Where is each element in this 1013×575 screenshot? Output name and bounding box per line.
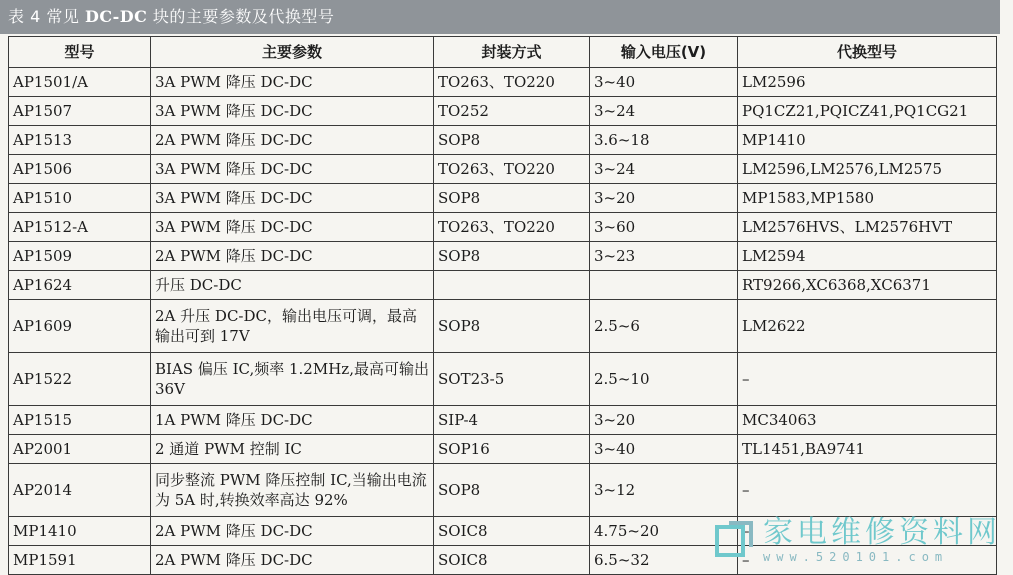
cell-replacement: MC34063: [738, 406, 997, 435]
caption-suffix: 块的主要参数及代换型号: [147, 7, 335, 26]
table-row: [9, 464, 997, 517]
parameter-table: [8, 36, 997, 575]
cell-replacement: LM2596,LM2576,LM2575: [738, 155, 997, 184]
cell-parameters: 2A PWM 降压 DC-DC: [151, 126, 434, 155]
cell-replacement: LM2622: [738, 300, 997, 353]
cell-replacement: LM2596: [738, 68, 997, 97]
cell-package: SOP8: [434, 300, 590, 353]
table-row: [9, 435, 997, 464]
table-row: [9, 353, 997, 406]
cell-model: AP1512-A: [9, 213, 151, 242]
cell-parameters: 3A PWM 降压 DC-DC: [151, 213, 434, 242]
watermark: [713, 516, 1001, 564]
table-row: [9, 271, 997, 300]
cell-package: SOP8: [434, 184, 590, 213]
header-row: [9, 37, 997, 68]
cell-parameters: 3A PWM 降压 DC-DC: [151, 97, 434, 126]
cell-input-voltage: 3~20: [590, 184, 738, 213]
cell-model: AP2014: [9, 464, 151, 517]
cell-input-voltage: 4.75~20: [590, 517, 738, 546]
cell-parameters: 2 通道 PWM 控制 IC: [151, 435, 434, 464]
cell-model: AP1510: [9, 184, 151, 213]
cell-model: AP1624: [9, 271, 151, 300]
cell-input-voltage: 3~20: [590, 406, 738, 435]
cell-replacement: –: [738, 546, 997, 575]
cell-model: AP1609: [9, 300, 151, 353]
cell-package: SOP8: [434, 126, 590, 155]
cell-input-voltage: 2.5~10: [590, 353, 738, 406]
cell-parameters: 2A PWM 降压 DC-DC: [151, 242, 434, 271]
table-row: [9, 242, 997, 271]
cell-model: AP1509: [9, 242, 151, 271]
table-row: [9, 300, 997, 353]
cell-model: AP1506: [9, 155, 151, 184]
caption-prefix: 表 4 常见: [8, 7, 85, 26]
cell-input-voltage: 3~12: [590, 464, 738, 517]
cell-input-voltage: [590, 271, 738, 300]
header-input-voltage: 输入电压(V): [590, 37, 738, 68]
cell-package: SOP8: [434, 242, 590, 271]
table-caption: [0, 0, 1000, 34]
cell-package: TO263、TO220: [434, 68, 590, 97]
cell-model: AP1507: [9, 97, 151, 126]
cell-package: TO263、TO220: [434, 213, 590, 242]
table-row: [9, 155, 997, 184]
cell-replacement: LM2576HVS、LM2576HVT: [738, 213, 997, 242]
cell-parameters: 3A PWM 降压 DC-DC: [151, 155, 434, 184]
watermark-url: www.520101.com: [763, 550, 949, 564]
header-package: 封装方式: [434, 37, 590, 68]
cell-input-voltage: 3~40: [590, 68, 738, 97]
cell-input-voltage: 3~60: [590, 213, 738, 242]
header-parameters: 主要参数: [151, 37, 434, 68]
cell-model: AP1501/A: [9, 68, 151, 97]
cell-input-voltage: 2.5~6: [590, 300, 738, 353]
cell-package: SOP8: [434, 464, 590, 517]
cell-parameters: 3A PWM 降压 DC-DC: [151, 184, 434, 213]
cell-replacement: MP1410: [738, 126, 997, 155]
cell-parameters: 2A 升压 DC-DC，输出电压可调，最高输出可到 17V: [151, 300, 434, 353]
cell-package: TO263、TO220: [434, 155, 590, 184]
cell-input-voltage: 3~24: [590, 97, 738, 126]
header-replacement: 代换型号: [738, 37, 997, 68]
cell-package: SIP-4: [434, 406, 590, 435]
cell-model: AP1522: [9, 353, 151, 406]
cell-model: MP1591: [9, 546, 151, 575]
table-row: [9, 406, 997, 435]
cell-package: SOIC8: [434, 517, 590, 546]
cell-replacement: RT9266,XC6368,XC6371: [738, 271, 997, 300]
cell-replacement: –: [738, 464, 997, 517]
cell-package: SOP16: [434, 435, 590, 464]
cell-replacement: MP1583,MP1580: [738, 184, 997, 213]
cell-input-voltage: 6.5~32: [590, 546, 738, 575]
watermark-logo-icon: [713, 521, 755, 559]
cell-model: AP1515: [9, 406, 151, 435]
cell-model: MP1410: [9, 517, 151, 546]
table-row: [9, 97, 997, 126]
cell-input-voltage: 3.6~18: [590, 126, 738, 155]
cell-replacement: PQ1CZ21,PQICZ41,PQ1CG21: [738, 97, 997, 126]
cell-parameters: 1A PWM 降压 DC-DC: [151, 406, 434, 435]
table-row: [9, 184, 997, 213]
cell-input-voltage: 3~23: [590, 242, 738, 271]
cell-package: SOT23-5: [434, 353, 590, 406]
cell-replacement: TL1451,BA9741: [738, 435, 997, 464]
table-row: [9, 213, 997, 242]
header-model: 型号: [9, 37, 151, 68]
cell-package: TO252: [434, 97, 590, 126]
cell-package: SOIC8: [434, 546, 590, 575]
cell-parameters: 2A PWM 降压 DC-DC: [151, 517, 434, 546]
table-row: [9, 68, 997, 97]
cell-replacement: –: [738, 353, 997, 406]
cell-input-voltage: 3~40: [590, 435, 738, 464]
cell-input-voltage: 3~24: [590, 155, 738, 184]
cell-parameters: 3A PWM 降压 DC-DC: [151, 68, 434, 97]
cell-parameters: BIAS 偏压 IC,频率 1.2MHz,最高可输出 36V: [151, 353, 434, 406]
watermark-name: 家电维修资料网: [763, 515, 1001, 550]
cell-model: AP1513: [9, 126, 151, 155]
table-row: [9, 126, 997, 155]
cell-package: [434, 271, 590, 300]
cell-replacement: LM2594: [738, 242, 997, 271]
cell-parameters: 升压 DC-DC: [151, 271, 434, 300]
cell-model: AP2001: [9, 435, 151, 464]
caption-latin: DC-DC: [84, 7, 148, 26]
cell-parameters: 2A PWM 降压 DC-DC: [151, 546, 434, 575]
cell-replacement: –: [738, 517, 997, 546]
cell-parameters: 同步整流 PWM 降压控制 IC,当输出电流为 5A 时,转换效率高达 92%: [151, 464, 434, 517]
